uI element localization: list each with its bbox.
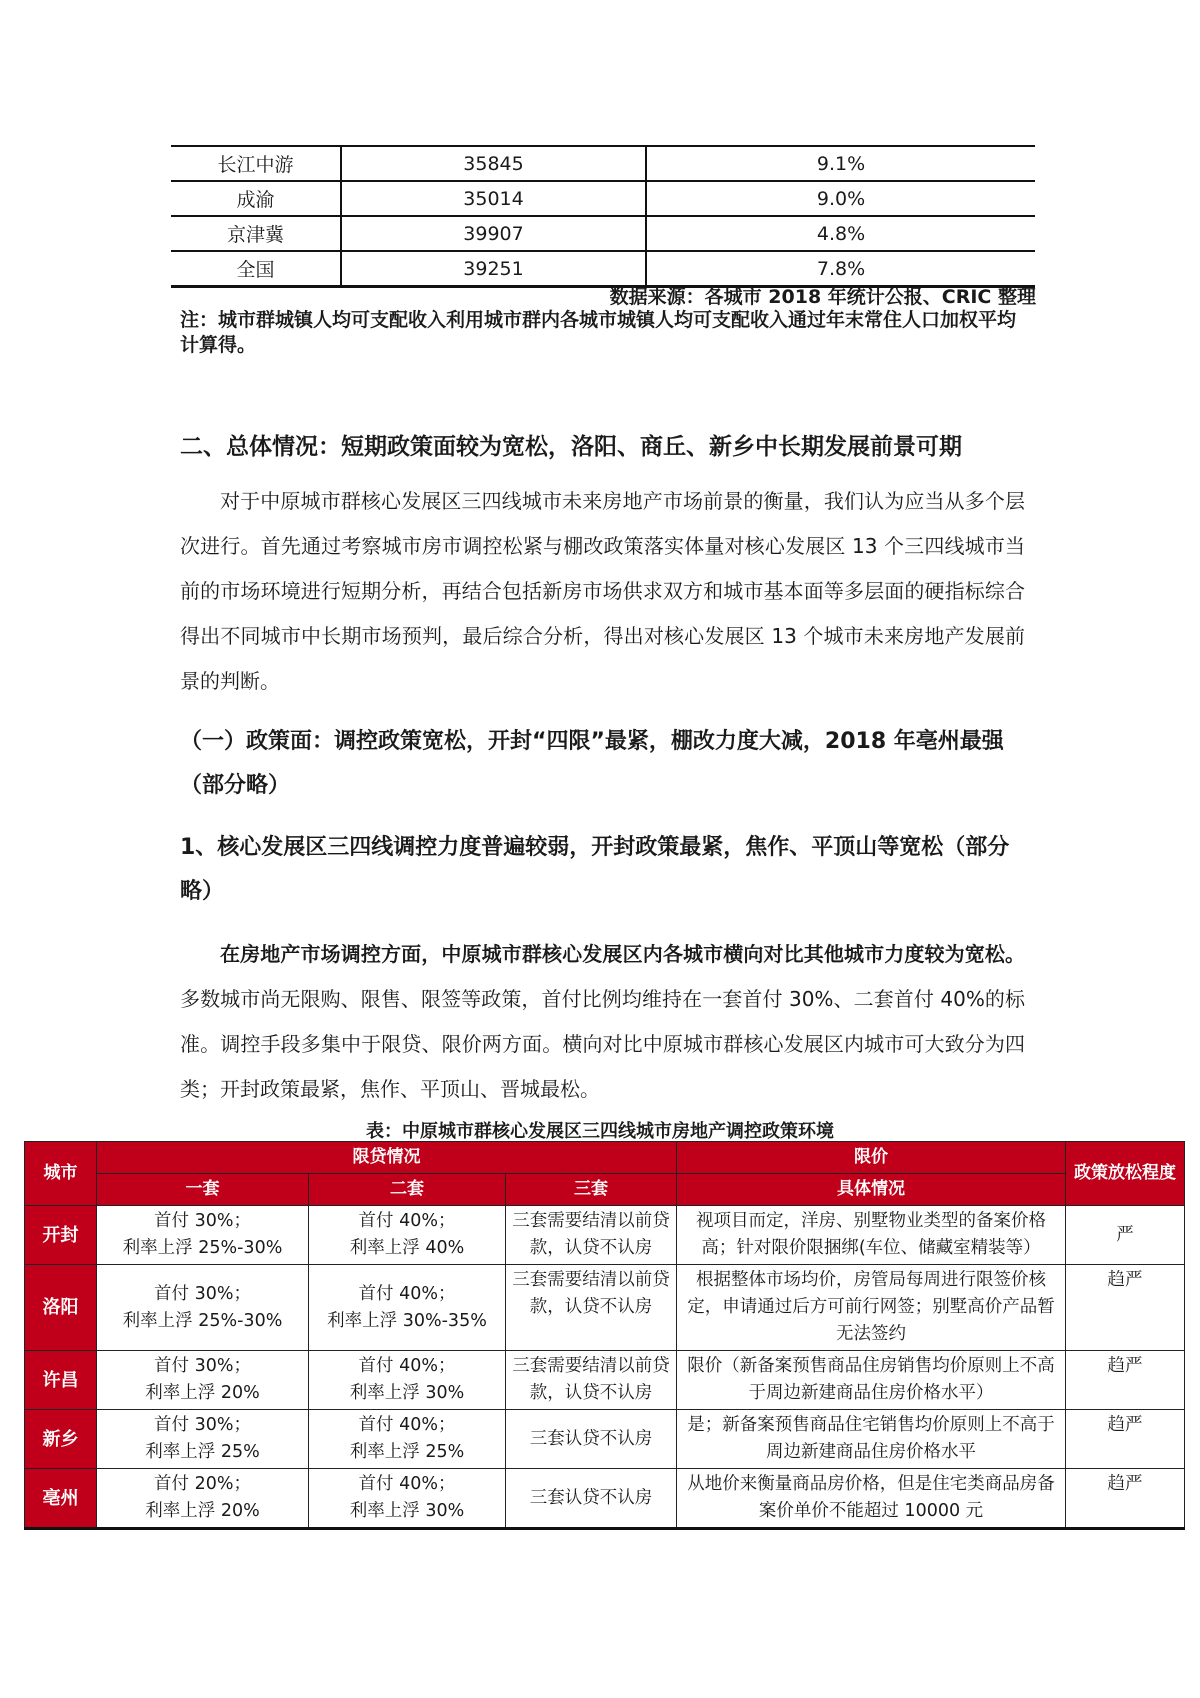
- table-row: [25, 1206, 1185, 1265]
- degree-cell: 严: [1066, 1206, 1185, 1265]
- first-home-cell: 首付 20%； 利率上浮 20%: [97, 1469, 309, 1529]
- price-cell: 限价（新备案预售商品住房销售均价原则上不高于周边新建商品住房价格水平）: [677, 1351, 1066, 1410]
- city-cell: 许昌: [25, 1351, 97, 1410]
- third-home-cell: 三套需要结清以前贷款，认贷不认房: [506, 1206, 677, 1265]
- second-home-cell: 首付 40%； 利率上浮 30%: [309, 1351, 506, 1410]
- price-cell: 根据整体市场均价，房管局每周进行限签价核定，申请通过后方可前行网签；别墅高价产品暂无法签约: [677, 1265, 1066, 1351]
- table-row: [25, 1351, 1185, 1410]
- header-detail: 具体情况: [677, 1174, 1066, 1206]
- subsection-heading-2: 1、核心发展区三四线调控力度普遍较弱，开封政策最紧，焦作、平顶山等宽松（部分略）: [180, 835, 1010, 904]
- region-cell: 京津冀: [171, 216, 341, 251]
- header-degree: 政策放松程度: [1066, 1142, 1185, 1206]
- price-cell: 是；新备案预售商品住宅销售均价原则上不高于周边新建商品住房价格水平: [677, 1410, 1066, 1469]
- price-cell: 从地价来衡量商品房价格，但是住宅类商品房备案价单价不能超过 10000 元: [677, 1469, 1066, 1529]
- header-third: 三套: [506, 1174, 677, 1206]
- third-home-cell: 三套需要结清以前贷款，认贷不认房: [506, 1265, 677, 1351]
- header-price: 限价: [677, 1142, 1066, 1174]
- income-cell: 39907: [341, 216, 646, 251]
- third-home-cell: 三套认贷不认房: [506, 1469, 677, 1529]
- degree-cell: 趋严: [1066, 1265, 1185, 1351]
- table-row: [171, 181, 1035, 216]
- table-row: [171, 216, 1035, 251]
- degree-cell: 趋严: [1066, 1351, 1185, 1410]
- degree-cell: 趋严: [1066, 1469, 1185, 1529]
- city-cell: 新乡: [25, 1410, 97, 1469]
- income-table: [171, 145, 1035, 288]
- city-cell: 洛阳: [25, 1265, 97, 1351]
- income-cell: 35014: [341, 181, 646, 216]
- second-home-cell: 首付 40%； 利率上浮 25%: [309, 1410, 506, 1469]
- body-paragraph-2: [180, 932, 1025, 1112]
- subsection-heading: （一）政策面：调控政策宽松，开封“四限”最紧，棚改力度大减，2018 年亳州最强（部分略）: [180, 729, 1004, 798]
- paragraph-rest: 多数城市尚无限购、限售、限签等政策，首付比例均维持在一套首付 30%、二套首付 40%的标准。调控手段多集中于限贷、限价两方面。横向对比中原城市群核心发展区内城市可大致分为四类；开封政策最紧，焦作、平顶山、晋城最松。: [180, 987, 1025, 1101]
- section-heading: 二、总体情况：短期政策面较为宽松，洛阳、商丘、新乡中长期发展前景可期: [180, 434, 962, 460]
- first-home-cell: 首付 30%； 利率上浮 25%-30%: [97, 1265, 309, 1351]
- header-first: 一套: [97, 1174, 309, 1206]
- table-row: [171, 146, 1035, 181]
- second-home-cell: 首付 40%； 利率上浮 40%: [309, 1206, 506, 1265]
- data-source: 数据来源：各城市 2018 年统计公报、CRIC 整理: [609, 286, 1036, 308]
- city-cell: 亳州: [25, 1469, 97, 1529]
- degree-cell: 趋严: [1066, 1410, 1185, 1469]
- policy-table: [24, 1141, 1185, 1530]
- growth-cell: 7.8%: [646, 251, 1035, 287]
- growth-cell: 9.1%: [646, 146, 1035, 181]
- income-cell: 39251: [341, 251, 646, 287]
- growth-cell: 4.8%: [646, 216, 1035, 251]
- third-home-cell: 三套需要结清以前贷款，认贷不认房: [506, 1351, 677, 1410]
- second-home-cell: 首付 40%； 利率上浮 30%: [309, 1469, 506, 1529]
- first-home-cell: 首付 30%； 利率上浮 20%: [97, 1351, 309, 1410]
- income-cell: 35845: [341, 146, 646, 181]
- table-caption: 表：中原城市群核心发展区三四线城市房地产调控政策环境: [366, 1121, 834, 1142]
- city-cell: 开封: [25, 1206, 97, 1265]
- table-row: [25, 1410, 1185, 1469]
- region-cell: 成渝: [171, 181, 341, 216]
- region-cell: 长江中游: [171, 146, 341, 181]
- header-second: 二套: [309, 1174, 506, 1206]
- growth-cell: 9.0%: [646, 181, 1035, 216]
- price-cell: 视项目而定，洋房、别墅物业类型的备案价格高；针对限价限捆绑(车位、储藏室精装等）: [677, 1206, 1066, 1265]
- body-paragraph: 对于中原城市群核心发展区三四线城市未来房地产市场前景的衡量，我们认为应当从多个层次进行。首先通过考察城市房市调控松紧与棚改政策落实体量对核心发展区 13 个三四线城市当前的市场环境进行短期分析，再结合包括新房市场供求双方和城市基本面等多层面的硬指标综合得出不同城市中长期市场预判，最后综合分析，得出对核心发展区 13 个城市未来房地产发展前景的判断。: [180, 489, 1025, 693]
- table-row: [25, 1265, 1185, 1351]
- first-home-cell: 首付 30%； 利率上浮 25%-30%: [97, 1206, 309, 1265]
- paragraph-lead: 在房地产市场调控方面，中原城市群核心发展区内各城市横向对比其他城市力度较为宽松。: [220, 942, 1025, 966]
- table-row: [25, 1469, 1185, 1529]
- first-home-cell: 首付 30%； 利率上浮 25%: [97, 1410, 309, 1469]
- second-home-cell: 首付 40%； 利率上浮 30%-35%: [309, 1265, 506, 1351]
- header-loan: 限贷情况: [97, 1142, 677, 1174]
- table-note: 注：城市群城镇人均可支配收入利用城市群内各城市城镇人均可支配收入通过年末常住人口加权平均计算得。: [180, 309, 1017, 356]
- third-home-cell: 三套认贷不认房: [506, 1410, 677, 1469]
- region-cell: 全国: [171, 251, 341, 287]
- header-city: 城市: [25, 1142, 97, 1206]
